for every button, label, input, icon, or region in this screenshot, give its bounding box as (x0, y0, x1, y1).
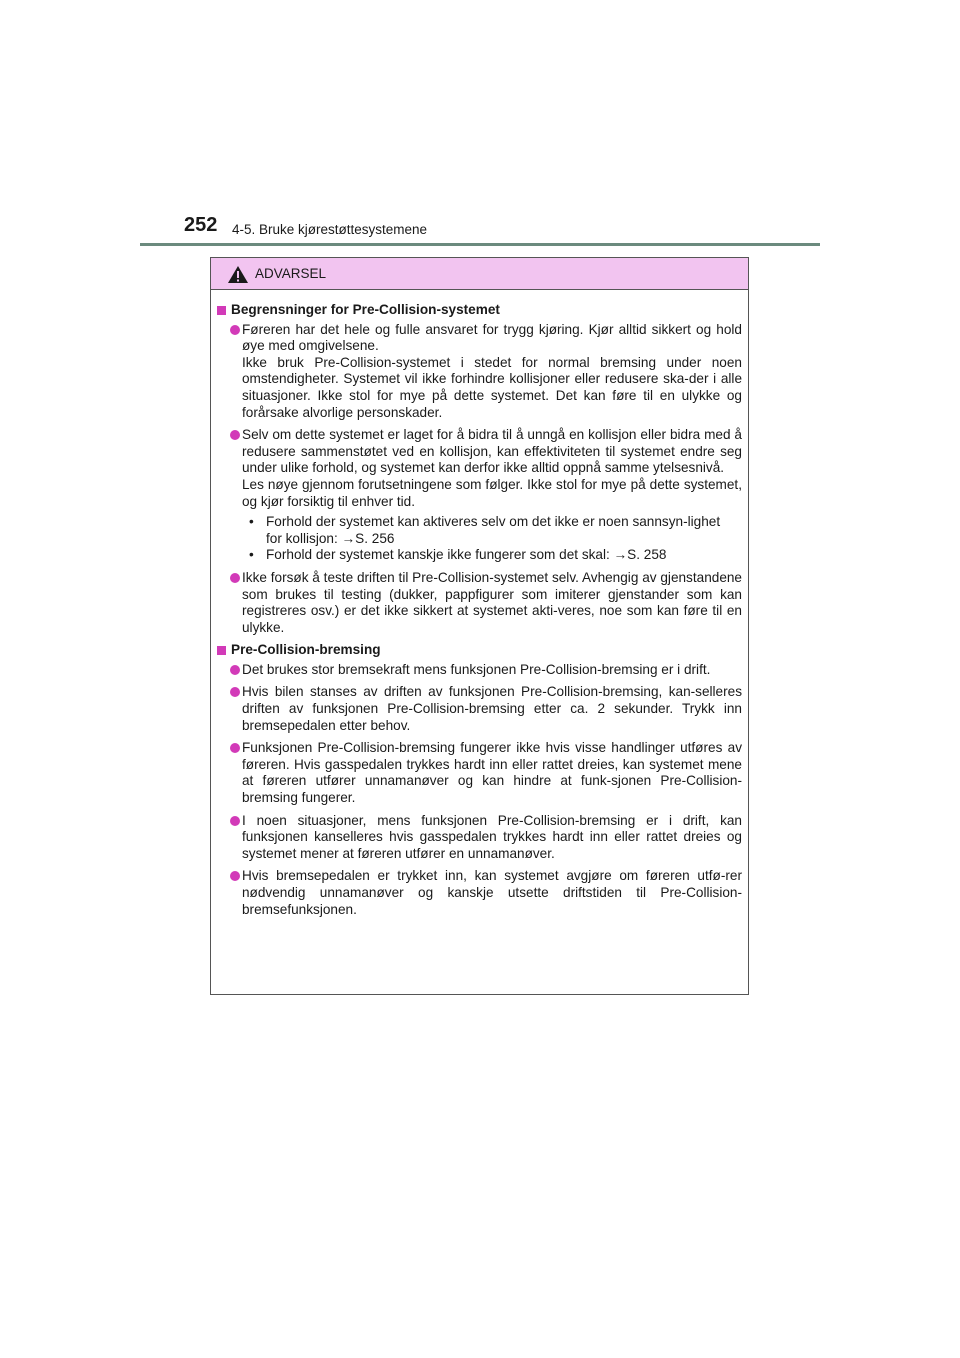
list-item (217, 740, 742, 806)
list-item (217, 662, 742, 679)
dot-marker: • (249, 547, 254, 563)
sub-list-item (217, 547, 742, 564)
dot-marker: • (249, 514, 254, 530)
warning-triangle-icon (227, 265, 249, 284)
sub-list-item (217, 514, 742, 547)
round-bullet-icon (230, 573, 240, 583)
round-bullet-icon (230, 687, 240, 697)
section-heading (217, 302, 742, 319)
list-item (217, 813, 742, 863)
warning-box (210, 257, 749, 995)
paragraph: Det brukes stor bremsekraft mens funksjonen Pre-Collision-bremsing er i drift. (242, 661, 711, 677)
sub-list (217, 514, 742, 564)
header-rule (140, 243, 820, 246)
section-heading-text: Pre-Collision-bremsing (231, 642, 381, 658)
sub-list-text: Forhold der systemet kanskje ikke fungerer som det skal: →S. 258 (266, 547, 667, 563)
section-heading-text: Begrensninger for Pre-Collision-systemet (231, 302, 500, 317)
round-bullet-icon (230, 871, 240, 881)
list-item (217, 570, 742, 636)
round-bullet-icon (230, 665, 240, 675)
paragraph: Les nøye gjennom forutsetningene som følger. Ikke stol for mye på dette systemet, og kjør forsiktig til enhver tid. (242, 476, 742, 509)
list-item (217, 427, 742, 564)
paragraph: Ikke bruk Pre-Collision-systemet i stedet for normal bremsing under noen omstendigheter. Systemet vil ikke forhindre kollisjoner eller redusere ska-der i alle situasjoner. Ikke stol for mye på dette systemet. Det kan føre til en ulykke og forårsake alvorlige personskader. (242, 354, 742, 420)
list-item (217, 684, 742, 734)
warning-header (211, 258, 748, 290)
paragraph: Selv om dette systemet er laget for å bidra til å unngå en kollisjon eller bidra med å redusere sammenstøtet ved en kollisjon, kan effektiviteten til systemet endre seg under ulike forhold, og systemet kan derfor ikke alltid oppnå samme ytelsesnivå. (242, 427, 742, 476)
paragraph: Føreren har det hele og fulle ansvaret for trygg kjøring. Kjør alltid sikkert og hold øye med omgivelsene. (242, 321, 742, 354)
paragraph: Funksjonen Pre-Collision-bremsing fungerer ikke hvis visse handlinger utføres av føreren. Hvis gasspedalen trykkes hardt inn eller rattet dreies, kan systemet mene at føreren utfører unnamanøver og kan hindre at funk-sjonen Pre-Collision-bremsing fungerer. (242, 740, 742, 806)
list-item (217, 868, 742, 918)
paragraph: Hvis bremsepedalen er trykket inn, kan systemet avgjøre om føreren utfø-rer nødvendig unnamanøver og kanskje utsette driftstiden til Pre-Collision-bremsefunksjonen. (242, 868, 742, 917)
square-bullet-icon (217, 306, 226, 315)
paragraph: I noen situasjoner, mens funksjonen Pre-Collision-bremsing er i drift, kan funksjonen kanselleres hvis gasspedalen trykkes hardt inn eller rattet dreies og systemet mener at føreren utfører en unnamanøver. (242, 812, 742, 861)
list-item (217, 322, 742, 422)
warning-label: ADVARSEL (255, 266, 327, 281)
round-bullet-icon (230, 430, 240, 440)
page-number: 252 (184, 214, 218, 236)
warning-body (211, 290, 748, 918)
round-bullet-icon (230, 743, 240, 753)
square-bullet-icon (217, 646, 226, 655)
round-bullet-icon (230, 325, 240, 335)
paragraph: Hvis bilen stanses av driften av funksjonen Pre-Collision-bremsing, kan-selleres driften av funksjonen Pre-Collision-bremsing etter ca. 2 sekunder. Trykk inn bremsepedalen etter behov. (242, 684, 742, 733)
round-bullet-icon (230, 816, 240, 826)
section-heading (217, 642, 742, 659)
section-title: 4-5. Bruke kjørestøttesystemene (232, 222, 428, 237)
sub-list-text: Forhold der systemet kan aktiveres selv om det ikke er noen sannsyn-lighet for kollisjon: →S. 256 (266, 514, 721, 546)
paragraph: Ikke forsøk å teste driften til Pre-Collision-systemet selv. Avhengig av gjenstandene som brukes til testing (dukker, pappfigurer som imiterer gjenstander som kan registreres osv.) er det ikke sikkert at systemet akti-veres, noe som kan føre til en ulykke. (242, 569, 742, 635)
